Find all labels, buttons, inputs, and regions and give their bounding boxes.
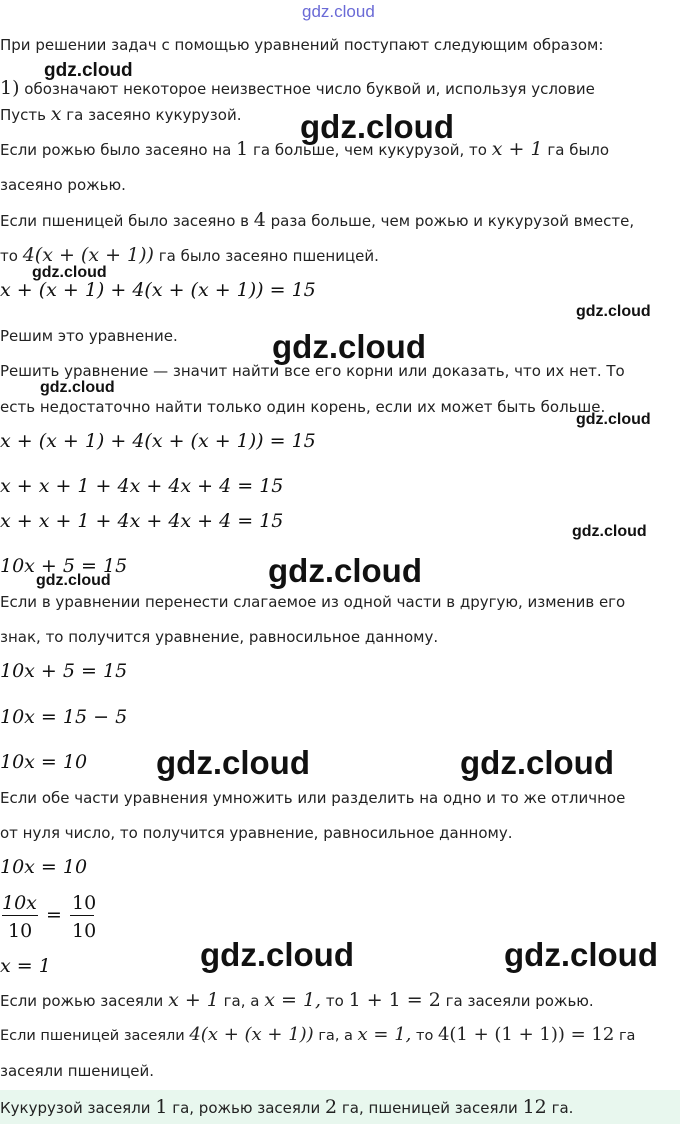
equation-2: x + (x + 1) + 4(x + (x + 1)) = 15 — [0, 430, 316, 452]
fraction-left-bar — [2, 915, 38, 916]
equation-7: 10x = 15 − 5 — [0, 706, 128, 728]
watermark-text: gdz.cloud — [200, 936, 354, 973]
text: то — [416, 1028, 434, 1044]
watermark-text: gdz.cloud — [32, 264, 107, 281]
fraction-equals: = — [46, 904, 62, 926]
watermark-text: gdz.cloud — [576, 411, 651, 428]
text: Пусть — [0, 106, 46, 124]
watermark-text: gdz.cloud — [300, 108, 454, 145]
equation-9: 10x = 10 — [0, 856, 88, 878]
intro-line: При решении задач с помощью уравнений поступают следующим образом: — [0, 36, 604, 54]
watermark-text: gdz.cloud — [36, 572, 111, 589]
fraction-right-numerator: 10 — [72, 892, 97, 914]
text: Если рожью было засеяно на — [0, 141, 232, 159]
rye-result-line — [0, 990, 594, 1011]
watermark-text: gdz.cloud — [460, 744, 614, 781]
site-watermark-top: gdz.cloud — [302, 2, 375, 21]
let-line — [0, 104, 241, 125]
math: 4(x + (x + 1)) — [22, 244, 154, 266]
watermark-text: gdz.cloud — [272, 328, 426, 365]
equation-5: 10x + 5 = 15 — [0, 555, 128, 577]
fraction-right-denominator: 10 — [72, 920, 97, 942]
definition-line: Решить уравнение — значит найти все его корни или доказать, что их нет. То — [0, 362, 625, 380]
text: га, пшеницей засеяли — [341, 1099, 518, 1117]
text: Если пшеницей было засеяно в — [0, 212, 249, 230]
watermark-text: gdz.cloud — [572, 523, 647, 540]
answer-line — [0, 1097, 573, 1118]
watermark-text: gdz.cloud — [576, 303, 651, 320]
text: га, а — [318, 1028, 353, 1044]
rye-line-2: засеяно рожью. — [0, 176, 126, 194]
math: 4(1 + (1 + 1)) = 12 — [437, 1024, 615, 1045]
watermark-text: gdz.cloud — [268, 552, 422, 589]
equation-1: x + (x + 1) + 4(x + (x + 1)) = 15 — [0, 279, 316, 301]
watermark-text: gdz.cloud — [40, 379, 115, 396]
text: га засеяли рожью. — [445, 992, 594, 1010]
text: га, рожью засеяли — [172, 1099, 321, 1117]
math: x = 1, — [357, 1024, 412, 1045]
text: га засеяно кукурузой. — [66, 106, 242, 124]
watermark-text: gdz.cloud — [44, 60, 133, 81]
solve-line: Решим это уравнение. — [0, 327, 178, 345]
step-number: 1) — [0, 77, 20, 99]
math: 2 — [325, 1096, 338, 1118]
text: га. — [551, 1099, 574, 1117]
fraction-left-numerator: 10x — [2, 892, 37, 914]
math: 1 — [236, 138, 249, 160]
math: 4(x + (x + 1)) — [189, 1024, 314, 1045]
transfer-rule-line: Если в уравнении перенести слагаемое из одной части в другую, изменив его — [0, 593, 626, 611]
text: га — [618, 1028, 636, 1044]
transfer-rule-line-2: знак, то получится уравнение, равносильное данному. — [0, 628, 439, 646]
wheat-line — [0, 210, 634, 231]
math: x + 1 — [168, 989, 219, 1011]
watermark-text: gdz.cloud — [504, 936, 658, 973]
divide-rule-line: Если обе части уравнения умножить или разделить на одно и то же отличное — [0, 789, 626, 807]
divide-rule-line-2: от нуля число, то получится уравнение, равносильное данному. — [0, 824, 513, 842]
fraction-left-denominator: 10 — [8, 920, 33, 942]
equation-4: x + x + 1 + 4x + 4x + 4 = 15 — [0, 510, 284, 532]
equation-6: 10x + 5 = 15 — [0, 660, 128, 682]
math: x + 1 — [491, 138, 543, 160]
math: 12 — [522, 1096, 547, 1118]
wheat-line-2 — [0, 245, 379, 266]
equation-result: x = 1 — [0, 955, 51, 977]
math: 1 — [155, 1096, 168, 1118]
text: то — [325, 992, 344, 1010]
watermark-text: gdz.cloud — [156, 744, 310, 781]
equation-3: x + x + 1 + 4x + 4x + 4 = 15 — [0, 475, 284, 497]
text: га больше, чем кукурузой, то — [252, 141, 487, 159]
text: га было засеяно пшеницей. — [158, 247, 379, 265]
definition-line-2: есть недостаточно найти только один корень, если их может быть больше. — [0, 398, 606, 416]
text: га, а — [223, 992, 260, 1010]
text: раза больше, чем рожью и кукурузой вместе, — [270, 212, 635, 230]
math: 4 — [253, 209, 266, 231]
text: га было — [547, 141, 610, 159]
math: x — [50, 103, 62, 125]
wheat-result-line-2: засеяли пшеницей. — [0, 1062, 155, 1080]
text: Если рожью засеяли — [0, 992, 164, 1010]
text: Если пшеницей засеяли — [0, 1028, 185, 1044]
math: 1 + 1 = 2 — [348, 989, 441, 1011]
wheat-result-line — [0, 1025, 635, 1046]
equation-8: 10x = 10 — [0, 751, 88, 773]
text: то — [0, 247, 18, 265]
fraction-right-bar — [70, 915, 94, 916]
step-text: обозначают некоторое неизвестное число буквой и, используя условие — [24, 80, 595, 98]
math: x = 1, — [264, 989, 322, 1011]
text: Кукурузой засеяли — [0, 1099, 151, 1117]
